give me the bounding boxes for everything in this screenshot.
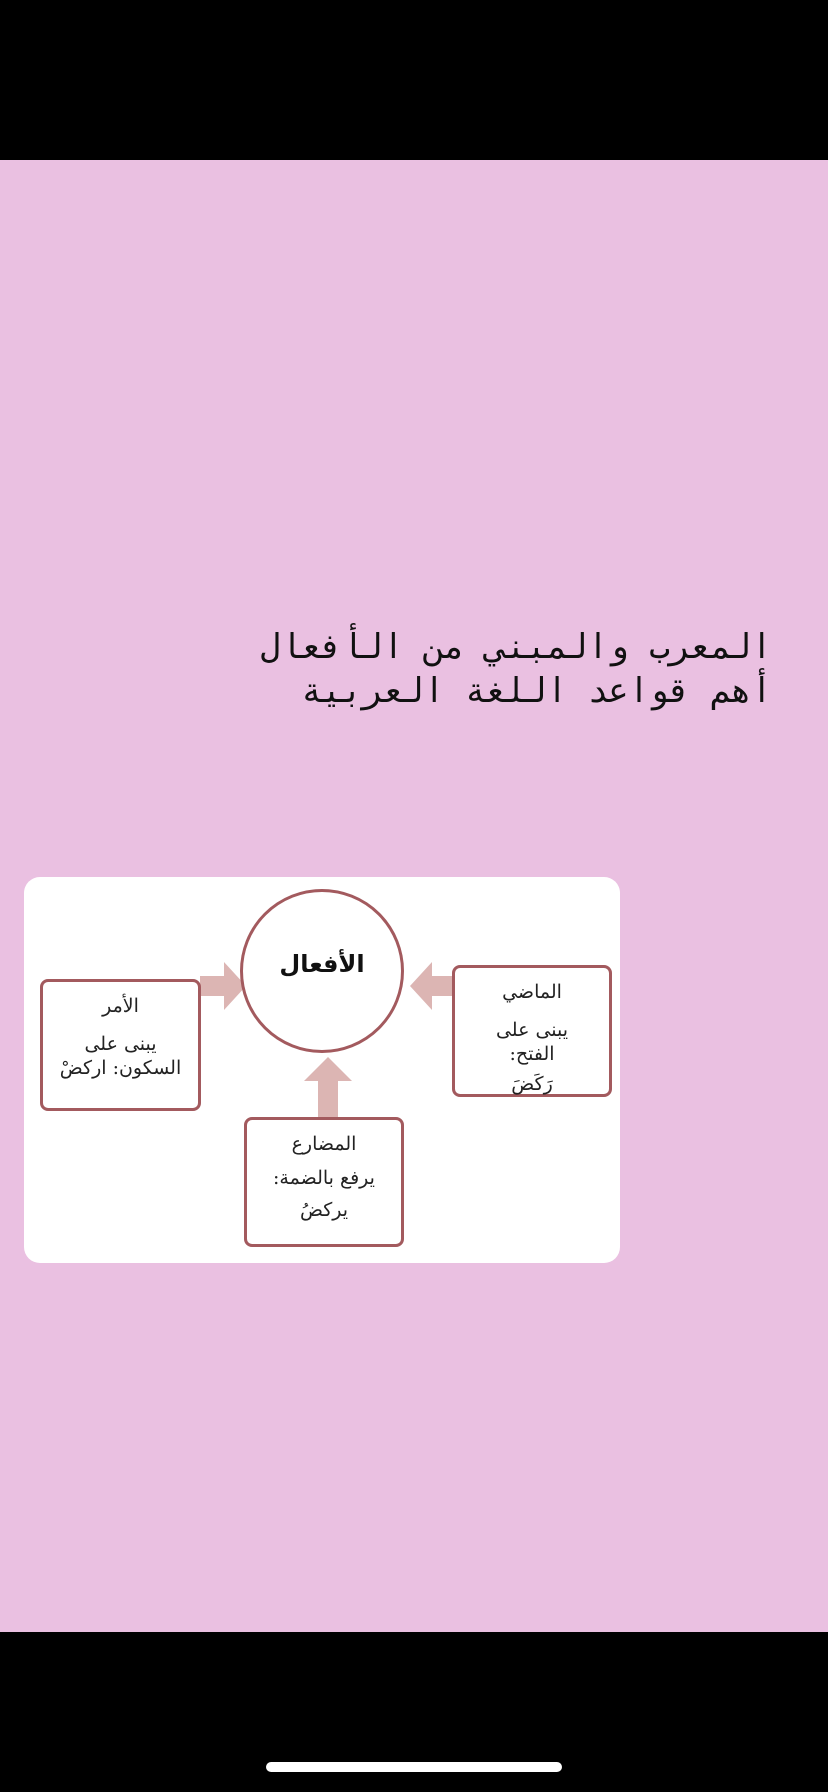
center-node-label: الأفعال <box>279 950 365 978</box>
imperative-rule-line-1: يبنى على <box>84 1033 157 1055</box>
imperative-box <box>40 979 201 1111</box>
present-example: يركضُ <box>299 1199 349 1221</box>
story-caption <box>72 625 772 713</box>
past-example: رَكَضَ <box>511 1073 553 1095</box>
past-title: الماضي <box>502 981 562 1003</box>
verbs-diagram-card <box>24 877 620 1263</box>
past-rule-line-1: يبنى على <box>495 1019 569 1041</box>
caption-line-2: أهم قواعد اللغة العربية <box>301 671 772 711</box>
present-title: المضارع <box>291 1133 357 1155</box>
past-rule-line-2: الفتح: <box>509 1043 555 1065</box>
present-rule-line-1: يرفع بالضمة: <box>273 1167 375 1189</box>
imperative-title: الأمر <box>102 995 139 1017</box>
caption-line-1: المعرب والمبني من الأفعال <box>260 627 772 667</box>
center-node-verbs <box>240 889 404 1053</box>
arrow-from-past-icon <box>410 959 456 1013</box>
top-black-bar <box>0 0 828 160</box>
past-tense-box <box>452 965 612 1097</box>
imperative-rule-line-2: السكون: اركضْ <box>59 1057 182 1079</box>
arrow-from-present-icon <box>304 1057 352 1117</box>
present-tense-box <box>244 1117 404 1247</box>
home-indicator[interactable] <box>266 1762 562 1772</box>
